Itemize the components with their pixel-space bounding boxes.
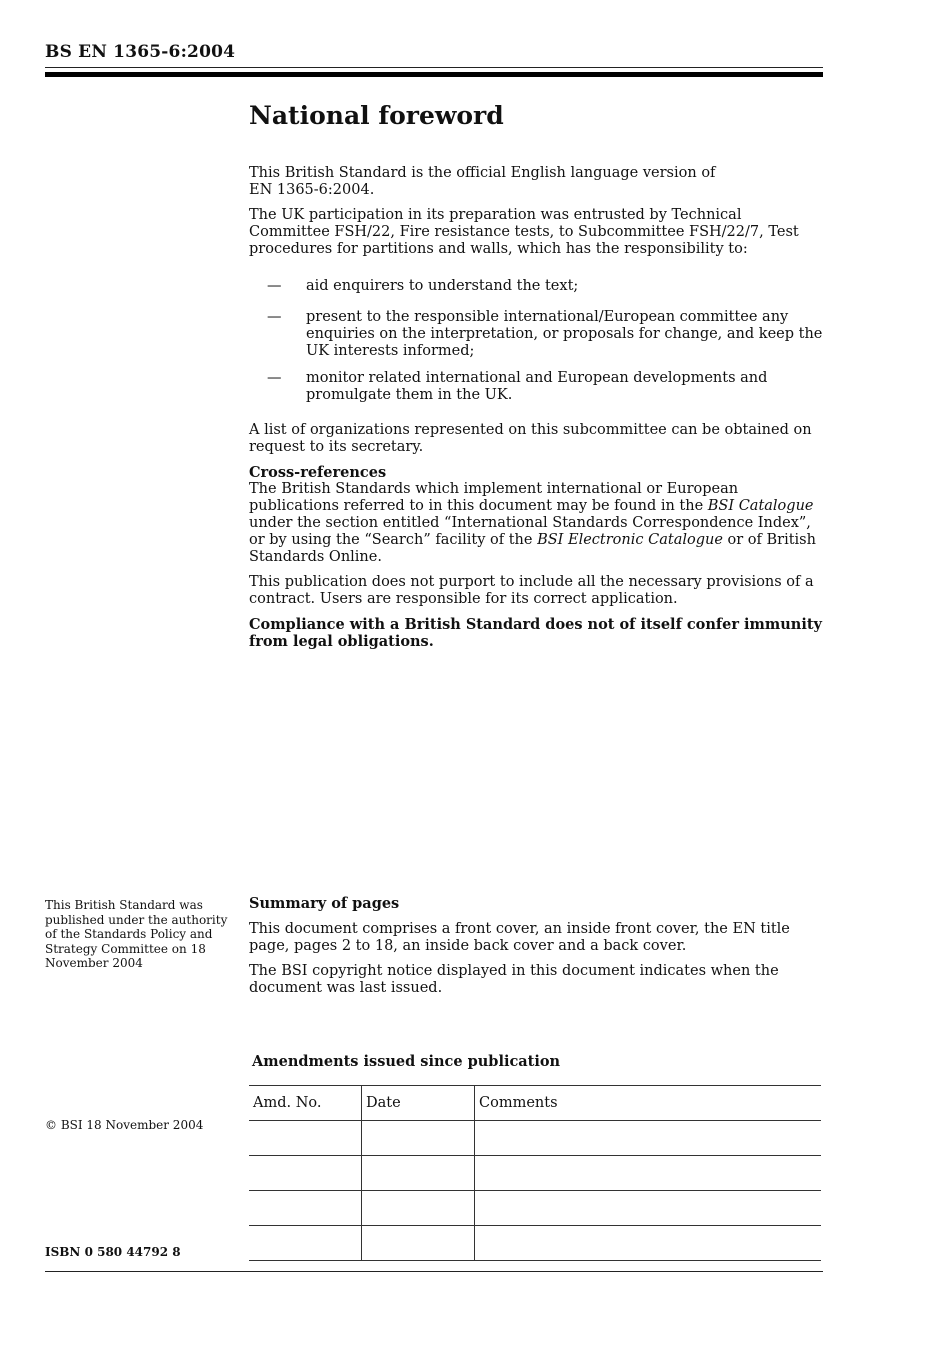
amendments-table (249, 1085, 821, 1261)
document-code: BS EN 1365-6:2004 (45, 42, 236, 62)
bullet-text: aid enquirers to understand the text; (306, 278, 579, 294)
isbn: ISBN 0 580 44792 8 (45, 1245, 181, 1259)
header-rule-thick (45, 72, 823, 77)
bullet-dash: — (267, 370, 282, 386)
list-item (249, 278, 824, 295)
amendments-heading: Amendments issued since publication (252, 1053, 561, 1070)
publication-note: This British Standard was published under the authority of the Standards Policy and Strategy Committee on 18 November 2004 (45, 898, 228, 970)
summary-heading: Summary of pages (249, 895, 400, 912)
compliance-statement: Compliance with a British Standard does not of itself confer immunity from legal obligations. (249, 616, 822, 650)
contract-paragraph: This publication does not purport to include all the necessary provisions of a contract. Users are responsible for its correct application. (249, 574, 814, 607)
table-row (249, 1156, 821, 1191)
participation-paragraph: The UK participation in its preparation was entrusted by Technical Committee FSH/22, Fire resistance tests, to Subcommittee FSH/22/7, Test procedures for partitions and walls, which has the responsibility to: (249, 207, 799, 257)
header-rule-thin (45, 67, 823, 68)
bullet-text: present to the responsible international/European committee any enquiries on the interpretation, or proposals for change, and keep the UK interests informed; (306, 309, 823, 359)
intro-paragraph: This British Standard is the official English language version of EN 1365-6:2004. (249, 165, 716, 198)
cross-references-paragraph: The British Standards which implement international or European publications referred to in this document may be found in the BSI Catalogue under the section entitled “International Standards Correspondence Index”, or by using the “Search” facility of the BSI Electronic Catalogue or of British Standards Online. (249, 481, 816, 565)
copyright-notice-paragraph: The BSI copyright notice displayed in this document indicates when the document was last issued. (249, 963, 779, 996)
table-row (249, 1226, 821, 1261)
organizations-paragraph: A list of organizations represented on this subcommittee can be obtained on request to its secretary. (249, 422, 812, 455)
table-row (249, 1191, 821, 1226)
column-header-comments: Comments (475, 1086, 822, 1121)
bullet-dash: — (267, 309, 282, 325)
table-header-row (249, 1086, 821, 1121)
column-header-date: Date (362, 1086, 475, 1121)
cross-references-heading: Cross-references (249, 464, 387, 481)
bullet-dash: — (267, 278, 282, 294)
summary-of-pages (249, 895, 824, 1005)
bullet-text: monitor related international and European developments and promulgate them in the UK. (306, 370, 768, 403)
list-item (249, 309, 824, 360)
footer-rule (45, 1271, 823, 1272)
page-title: National foreword (249, 101, 504, 130)
column-header-amd-no: Amd. No. (249, 1086, 362, 1121)
foreword-body (249, 165, 824, 658)
summary-paragraph: This document comprises a front cover, an inside front cover, the EN title page, pages 2 to 18, an inside back cover and a back cover. (249, 921, 790, 954)
table-row (249, 1121, 821, 1156)
list-item (249, 370, 824, 404)
copyright-line: © BSI 18 November 2004 (45, 1118, 204, 1132)
